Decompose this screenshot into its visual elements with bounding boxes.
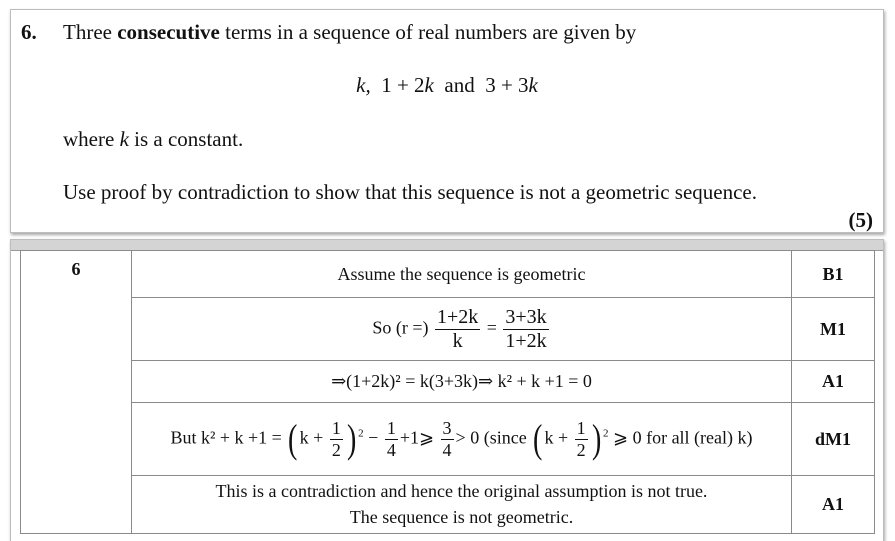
since-label: (since xyxy=(479,427,532,448)
fraction xyxy=(575,418,588,460)
constant-text-b: is a constant. xyxy=(128,127,244,151)
term-three-k: k xyxy=(528,73,538,97)
mark-cell: M1 xyxy=(792,298,875,361)
question-no-cell: 6 xyxy=(21,251,132,534)
r-part: (r =) xyxy=(395,317,429,338)
mark-scheme-card xyxy=(10,239,884,541)
so-label: So xyxy=(372,317,396,338)
frac-numerator: 3 xyxy=(442,417,452,438)
frac-denominator: 1+2k xyxy=(505,329,547,352)
frac-denominator: k xyxy=(452,329,463,352)
question-intro xyxy=(63,20,636,45)
instruction-line: Use proof by contradiction to show that this sequence is not a geometric sequence. xyxy=(63,180,757,204)
frac-denominator: 4 xyxy=(386,439,396,460)
working-cell: Assume the sequence is geometric xyxy=(132,251,792,298)
constant-text-a: where xyxy=(63,127,120,151)
term-three-a: 3 + 3 xyxy=(485,73,529,97)
greater-than-zero: > 0 xyxy=(455,427,480,448)
close-paren: ) xyxy=(346,416,357,461)
intro-text-b: terms in a sequence of real numbers are given by xyxy=(219,20,637,44)
fraction xyxy=(435,306,480,353)
table-row xyxy=(21,251,875,298)
constant-k: k xyxy=(119,127,129,151)
table-row xyxy=(21,403,875,476)
intro-text-a: Three xyxy=(63,20,118,44)
plus-one: +1⩾ xyxy=(399,427,435,448)
fraction xyxy=(385,418,398,460)
close-paren: ) xyxy=(591,416,602,461)
frac-denominator: 4 xyxy=(442,439,452,460)
lhs: k² + k +1 = xyxy=(200,427,282,448)
intro-bold: consecutive xyxy=(117,20,220,44)
square-exponent: 2 xyxy=(358,427,364,440)
since-tail: ⩾ 0 for all (real) k) xyxy=(608,427,753,448)
since-inner-expr: k + xyxy=(544,427,569,448)
terms-and: and xyxy=(444,73,475,97)
conclusion-line-2: The sequence is not geometric. xyxy=(349,506,574,527)
fraction xyxy=(503,306,548,353)
but-label: But xyxy=(170,427,201,448)
mark-cell: B1 xyxy=(792,251,875,298)
working-cell xyxy=(132,403,792,476)
square-exponent: 2 xyxy=(603,427,609,440)
question-number: 6. xyxy=(21,20,37,44)
minus-sign: − xyxy=(368,427,379,448)
term-two-k: k xyxy=(424,73,434,97)
frac-numerator: 1 xyxy=(576,417,586,438)
constant-line xyxy=(63,127,243,152)
sequence-terms xyxy=(11,73,883,98)
mark-cell: A1 xyxy=(792,476,875,534)
fraction xyxy=(330,418,343,460)
term-k: k, xyxy=(356,73,371,97)
mark-cell: A1 xyxy=(792,361,875,403)
fraction xyxy=(441,418,454,460)
question-card xyxy=(10,9,884,233)
open-paren: ( xyxy=(288,416,298,461)
frac-numerator: 1 xyxy=(386,417,396,438)
question-marks: (5) xyxy=(848,208,873,232)
term-two-a: 1 + 2 xyxy=(381,73,425,97)
mark-cell: dM1 xyxy=(792,403,875,476)
table-row xyxy=(21,361,875,403)
working-cell xyxy=(132,476,792,534)
table-row xyxy=(21,476,875,534)
table-row xyxy=(21,298,875,361)
frac-denominator: 2 xyxy=(576,439,586,460)
equals-sign: = xyxy=(486,317,497,338)
frac-numerator: 1 xyxy=(331,417,341,438)
frac-denominator: 2 xyxy=(331,439,341,460)
working-cell xyxy=(132,298,792,361)
frac-numerator: 3+3k xyxy=(505,305,547,328)
frac-numerator: 1+2k xyxy=(436,305,479,328)
inner-expr: k + xyxy=(299,427,324,448)
conclusion-line-1: This is a contradiction and hence the original assumption is not true. xyxy=(215,481,708,502)
mark-scheme-table xyxy=(20,250,875,534)
working-cell: ⇒(1+2k)² = k(3+3k)⇒ k² + k +1 = 0 xyxy=(132,361,792,403)
open-paren: ( xyxy=(533,416,543,461)
